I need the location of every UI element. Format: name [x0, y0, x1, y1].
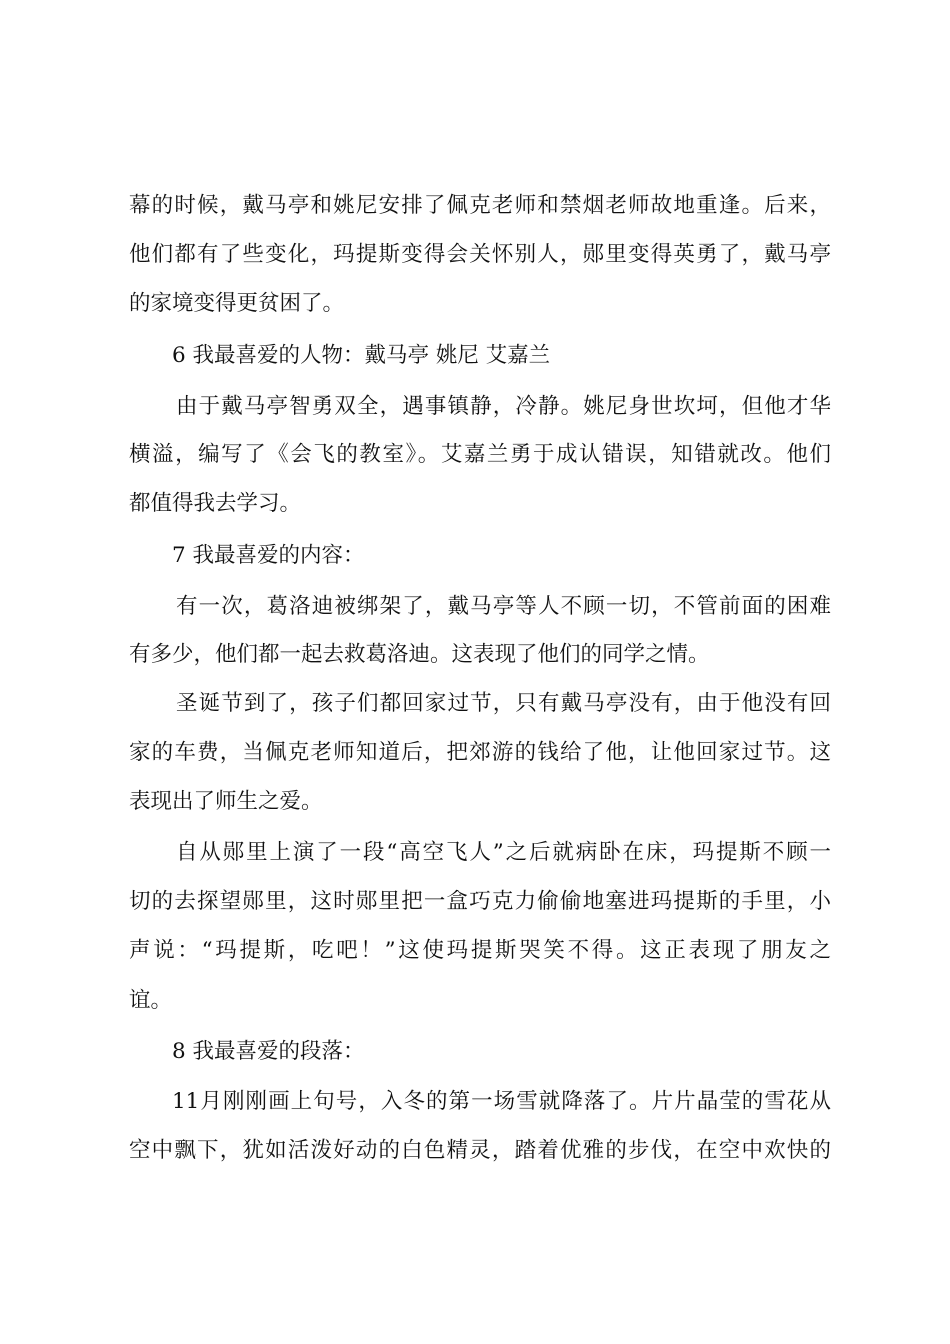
paragraph-line: 表现出了师生之爱。 [129, 789, 323, 814]
paragraph-line: 声说：“玛提斯，吃吧！”这使玛提斯哭笑不得。这正表现了朋友之 [129, 938, 831, 963]
section-heading-favorite-characters: 6 我最喜爱的人物：戴马亭 姚尼 艾嘉兰 [172, 343, 551, 368]
paragraph-line: 都值得我去学习。 [129, 491, 302, 516]
paragraph-line: 由于戴马亭智勇双全，遇事镇静，冷静。姚尼身世坎坷，但他才华 [176, 394, 831, 419]
paragraph-line: 切的去探望郧里，这时郧里把一盒巧克力偷偷地塞进玛提斯的手里，小 [129, 889, 831, 914]
paragraph-line: 家的车费，当佩克老师知道后，把郊游的钱给了他，让他回家过节。这 [129, 740, 831, 765]
paragraph-line: 有多少，他们都一起去救葛洛迪。这表现了他们的同学之情。 [129, 642, 710, 667]
paragraph-line: 他们都有了些变化，玛提斯变得会关怀别人，郧里变得英勇了，戴马亭 [129, 242, 831, 267]
paragraph-line: 11月刚刚画上句号，入冬的第一场雪就降落了。片片晶莹的雪花从 [172, 1089, 831, 1114]
paragraph-line: 谊。 [129, 988, 173, 1013]
paragraph-line: 幕的时候，戴马亭和姚尼安排了佩克老师和禁烟老师故地重逢。后来， [129, 193, 831, 218]
section-heading-favorite-content: 7 我最喜爱的内容： [172, 543, 365, 568]
section-heading-favorite-paragraph: 8 我最喜爱的段落： [172, 1039, 365, 1064]
paragraph-line: 空中飘下，犹如活泼好动的白色精灵，踏着优雅的步伐，在空中欢快的 [129, 1138, 831, 1163]
paragraph-line: 圣诞节到了，孩子们都回家过节，只有戴马亭没有，由于他没有回 [176, 691, 831, 716]
paragraph-line: 横溢，编写了《会飞的教室》。艾嘉兰勇于成认错误，知错就改。他们 [129, 442, 831, 467]
paragraph-line: 有一次，葛洛迪被绑架了，戴马亭等人不顾一切，不管前面的困难 [176, 594, 831, 619]
paragraph-line: 自从郧里上演了一段“高空飞人”之后就病卧在床，玛提斯不顾一 [176, 840, 831, 865]
paragraph-line: 的家境变得更贫困了。 [129, 291, 345, 316]
